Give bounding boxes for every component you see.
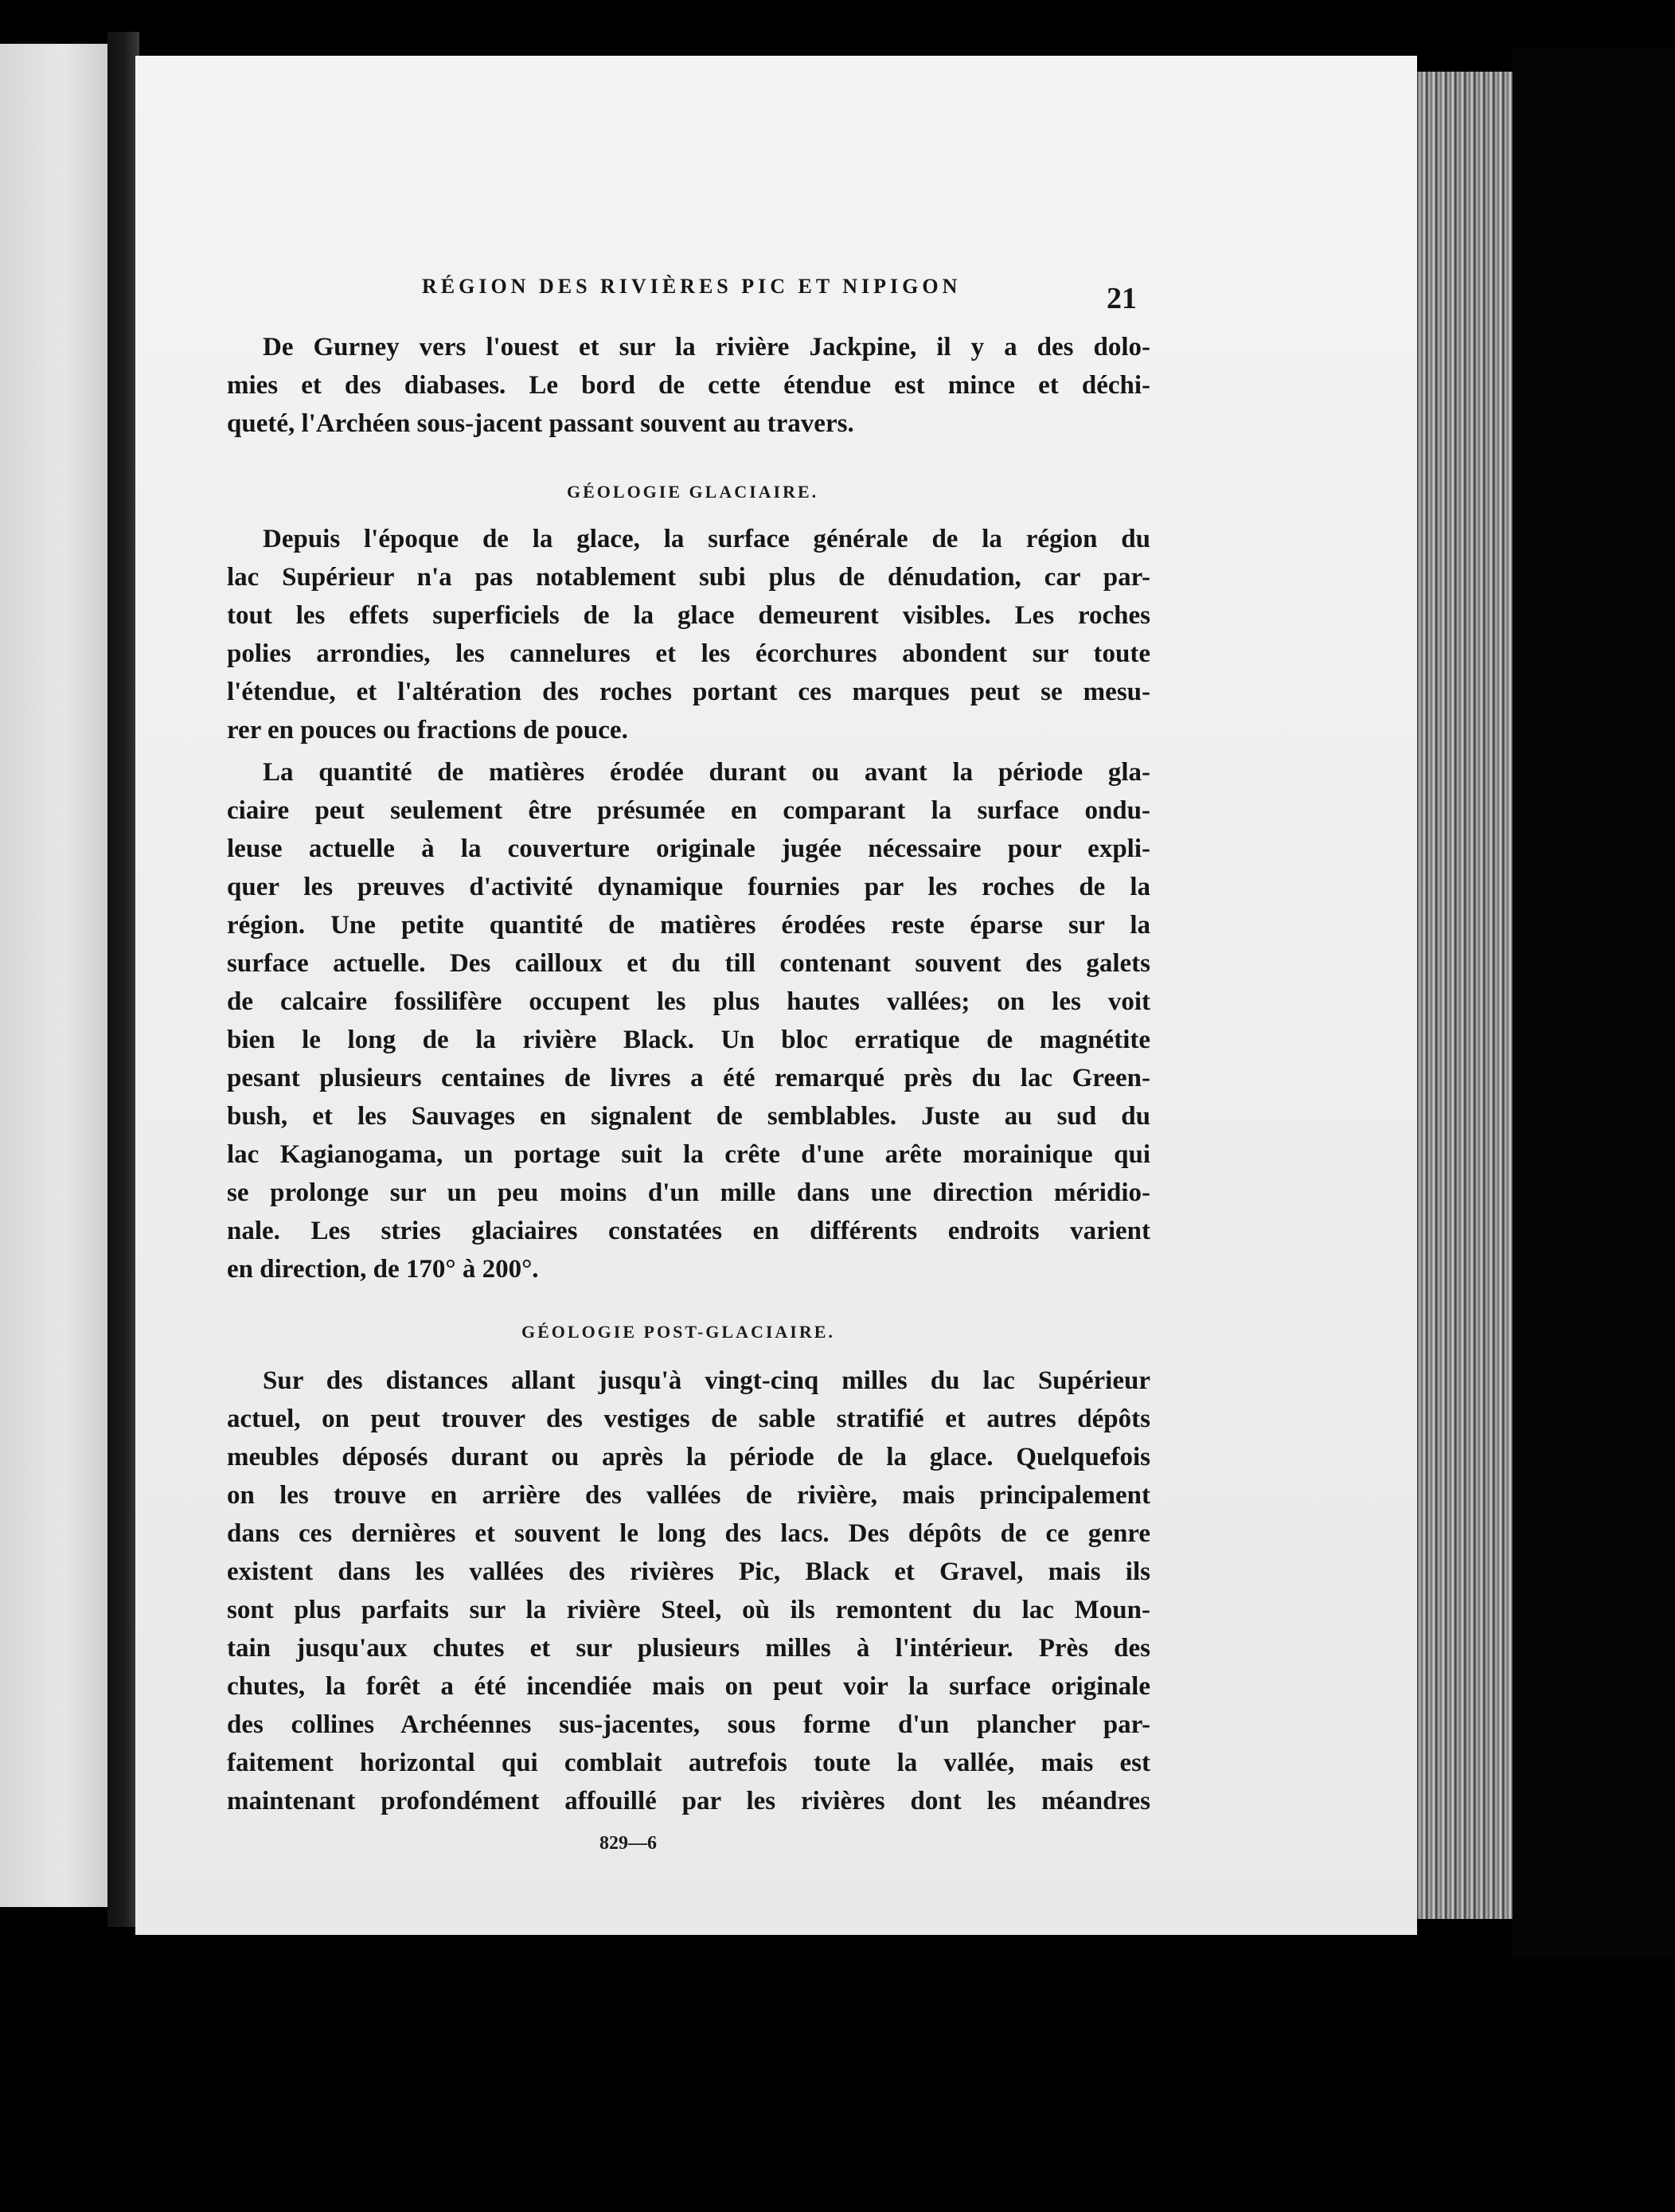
section-heading: GÉOLOGIE GLACIAIRE. bbox=[567, 482, 819, 502]
text-line: rer en pouces ou fractions de pouce. bbox=[227, 716, 628, 744]
page-stack-edge bbox=[1417, 72, 1513, 1919]
text-line: tout les effets superficiels de la glace demeurent visibles. Les roches bbox=[227, 601, 1150, 630]
text-line: on les trouve en arrière des vallées de rivière, mais principalement bbox=[227, 1481, 1150, 1510]
printer-signature-mark: 829—6 bbox=[599, 1833, 657, 1854]
text-line: nale. Les stries glaciaires constatées en différents endroits varient bbox=[227, 1217, 1150, 1245]
text-line: surface actuelle. Des cailloux et du till contenant souvent des galets bbox=[227, 949, 1150, 978]
text-line: bien le long de la rivière Black. Un bloc erratique de magnétite bbox=[227, 1026, 1150, 1054]
text-line: l'étendue, et l'altération des roches portant ces marques peut se mesu- bbox=[227, 678, 1150, 706]
left-facing-page-edge bbox=[0, 44, 107, 1907]
section-heading: GÉOLOGIE POST-GLACIAIRE. bbox=[521, 1322, 835, 1342]
text-line: se prolonge sur un peu moins d'un mille dans une direction méridio- bbox=[227, 1178, 1150, 1207]
text-line: leuse actuelle à la couverture originale jugée nécessaire pour expli- bbox=[227, 834, 1150, 863]
text-line: maintenant profondément affouillé par les rivières dont les méandres bbox=[227, 1787, 1150, 1815]
text-line: région. Une petite quantité de matières érodées reste éparse sur la bbox=[227, 911, 1150, 940]
running-head: RÉGION DES RIVIÈRES PIC ET NIPIGON bbox=[422, 275, 962, 298]
text-line: tain jusqu'aux chutes et sur plusieurs milles à l'intérieur. Près des bbox=[227, 1634, 1150, 1663]
text-line: Sur des distances allant jusqu'à vingt-cinq milles du lac Supérieur bbox=[263, 1366, 1150, 1395]
text-line: existent dans les vallées des rivières Pic, Black et Gravel, mais ils bbox=[227, 1557, 1150, 1586]
text-line: de calcaire fossilifère occupent les plus hautes vallées; on les voit bbox=[227, 987, 1150, 1016]
scan-background-right bbox=[1513, 48, 1675, 1959]
text-line: sont plus parfaits sur la rivière Steel, où ils remontent du lac Moun- bbox=[227, 1596, 1150, 1624]
text-line: chutes, la forêt a été incendiée mais on peut voir la surface originale bbox=[227, 1672, 1150, 1701]
text-line: dans ces dernières et souvent le long des lacs. Des dépôts de ce genre bbox=[227, 1519, 1150, 1548]
text-line: De Gurney vers l'ouest et sur la rivière Jackpine, il y a des dolo- bbox=[263, 333, 1150, 362]
text-line: polies arrondies, les cannelures et les écorchures abondent sur toute bbox=[227, 639, 1150, 668]
text-line: bush, et les Sauvages en signalent de semblables. Juste au sud du bbox=[227, 1102, 1150, 1131]
text-line: mies et des diabases. Le bord de cette étendue est mince et déchi- bbox=[227, 371, 1150, 400]
text-line: meubles déposés durant ou après la période de la glace. Quelquefois bbox=[227, 1443, 1150, 1471]
book-gutter bbox=[107, 32, 139, 1927]
text-line: Depuis l'époque de la glace, la surface générale de la région du bbox=[263, 525, 1150, 553]
text-line: queté, l'Archéen sous-jacent passant souvent au travers. bbox=[227, 409, 854, 438]
text-line: lac Supérieur n'a pas notablement subi plus de dénudation, car par- bbox=[227, 563, 1150, 592]
text-line: ciaire peut seulement être présumée en comparant la surface ondu- bbox=[227, 796, 1150, 825]
page-number: 21 bbox=[1107, 282, 1137, 315]
text-line: lac Kagianogama, un portage suit la crête d'une arête morainique qui bbox=[227, 1140, 1150, 1169]
text-line: quer les preuves d'activité dynamique fournies par les roches de la bbox=[227, 873, 1150, 901]
text-line: faitement horizontal qui comblait autrefois toute la vallée, mais est bbox=[227, 1749, 1150, 1777]
text-line: La quantité de matières érodée durant ou avant la période gla- bbox=[263, 758, 1150, 787]
text-line: actuel, on peut trouver des vestiges de sable stratifié et autres dépôts bbox=[227, 1405, 1150, 1433]
text-line: pesant plusieurs centaines de livres a été remarqué près du lac Green- bbox=[227, 1064, 1150, 1092]
text-line: des collines Archéennes sus-jacentes, sous forme d'un plancher par- bbox=[227, 1710, 1150, 1739]
text-line: en direction, de 170° à 200°. bbox=[227, 1255, 539, 1284]
